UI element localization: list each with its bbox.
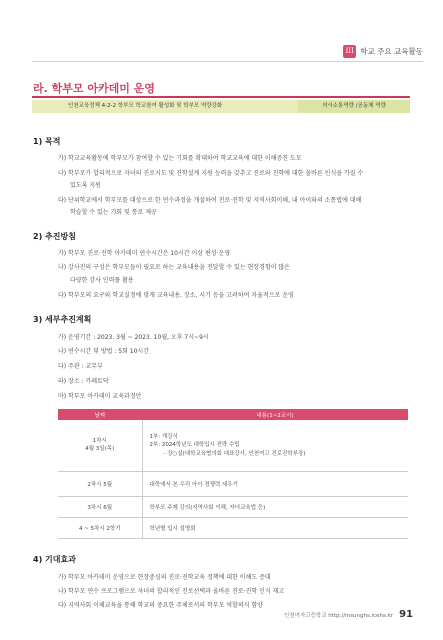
curriculum-table (58, 409, 408, 539)
table-cell-content (142, 420, 408, 471)
purpose-item: 나) 학부모가 합리적으로 자녀의 진로지도 및 진학설계 지원 능력을 갖추고 진로와 진학에 대한 올바른 인식을 가질 수 (58, 170, 364, 177)
content-line: 2부: 2024학년도 대학입시 전략 수립 (149, 442, 240, 448)
policy-heading: 2) 추진방침 (33, 232, 76, 241)
table-header-content: 내용(1~2교시) (142, 409, 408, 420)
policy-item-cont: 다양한 강사 인력풀 활용 (70, 277, 134, 284)
purpose-item: 가) 학교교육활동에 학부모가 참여할 수 있는 기회를 확대하여 학교교육에 대한 이해증진 도모 (58, 155, 302, 162)
page-number: 91 (399, 609, 413, 620)
plan-item: 다) 주관 : 교무부 (58, 363, 103, 370)
policy-banner-left: 인천교육정책 4-2-2 학부모 학교참여 활성화 및 학부모 역량강화 (32, 100, 298, 113)
table-cell-date (58, 420, 142, 471)
content-line: 1부: 개강식 (149, 433, 178, 440)
plan-item: 마) 학부모 아카데미 교육과정안 (58, 393, 142, 400)
table-cell-date: 2차시 5월 (58, 471, 142, 496)
table-header-row (58, 409, 408, 420)
policy-item: 가) 학부모 진로·진학 아카데미 연수시간은 10시간 이상 편성·운영 (58, 250, 231, 257)
table-cell-content: 대학에서 본 우리 아이 경쟁력 세우기 (142, 471, 408, 496)
section-divider (32, 96, 410, 98)
table-row (58, 517, 408, 538)
policy-item: 다) 학부모의 요구와 학교실정에 맞게 교육내용, 장소, 시기 등을 고려하여 자율적으로 운영 (58, 292, 294, 299)
date-line: 1차시 (92, 437, 107, 444)
table-cell-date: 4 ~ 5차시 2학기 (58, 517, 142, 538)
chapter-divider (32, 61, 423, 62)
plan-item: 나) 연수시간 및 방법 : 5회 10시간 (58, 348, 150, 355)
purpose-heading: 1) 목적 (33, 137, 61, 146)
policy-item: 나) 강사진의 구성은 학부모들이 필요로 하는 교육내용을 전달할 수 있는 현장경험이 많은 (58, 264, 290, 271)
table-row (58, 496, 408, 517)
table-cell-content: 학년별 입시 설명회 (142, 517, 408, 538)
policy-banner (32, 100, 410, 113)
chapter-number-badge: III (343, 45, 356, 58)
effects-heading: 4) 기대효과 (33, 555, 76, 564)
effects-item: 나) 학부모 연수 프로그램으로 자녀의 합리적인 진로선택과 올바른 진로·진학 인식 제고 (58, 588, 285, 595)
chapter-header (343, 45, 423, 58)
table-row (58, 420, 408, 471)
policy-banner-right: 의사소통역량 /공동체 역량 (298, 100, 410, 113)
table-cell-date: 3차시 6월 (58, 496, 142, 517)
plan-item: 가) 운영기간 : 2023. 3월 ~ 2023. 10월, 오후 7시~9시 (58, 334, 209, 341)
purpose-item: 다) 단위학교에서 학부모를 대상으로 한 연수과정을 개설하여 진로·진학 및 지역사회이해, 내 아이와의 소통법에 대해 (58, 197, 362, 204)
page-footer (284, 609, 413, 620)
section-title: 라. 학부모 아카데미 운영 (33, 82, 155, 95)
purpose-item-cont: 있도록 지원 (70, 182, 101, 189)
plan-heading: 3) 세부추진계획 (33, 315, 92, 324)
chapter-title: 학교 주요 교육활동 (360, 47, 423, 56)
content-line: - 강○실(대학교육협의회 대표강사, 인천여고 진로진학부장) (163, 450, 306, 457)
table-row (58, 471, 408, 496)
table-cell-content: 학부모 주제 강의(지역사회 이해, 자녀교육법 등) (142, 496, 408, 517)
purpose-item-cont: 학습할 수 있는 기회 및 통로 제공 (70, 209, 157, 216)
plan-item: 라) 장소 : 카페토닥 (58, 378, 109, 385)
effects-item: 가) 학부모 아카데미 운영으로 현장중심의 진로·진학교육 정책에 대한 이해도 증대 (58, 574, 271, 581)
footer-site: 인천여자고등학교 http://insunghs.icehs.kr (284, 613, 394, 619)
date-line: 4월 3일(목) (85, 446, 115, 453)
table-header-date: 날짜 (58, 409, 142, 420)
effects-item: 다) 지역사회 이해교육을 통해 학교의 중요한 주체로서의 학부모 역할의식 함양 (58, 602, 263, 609)
